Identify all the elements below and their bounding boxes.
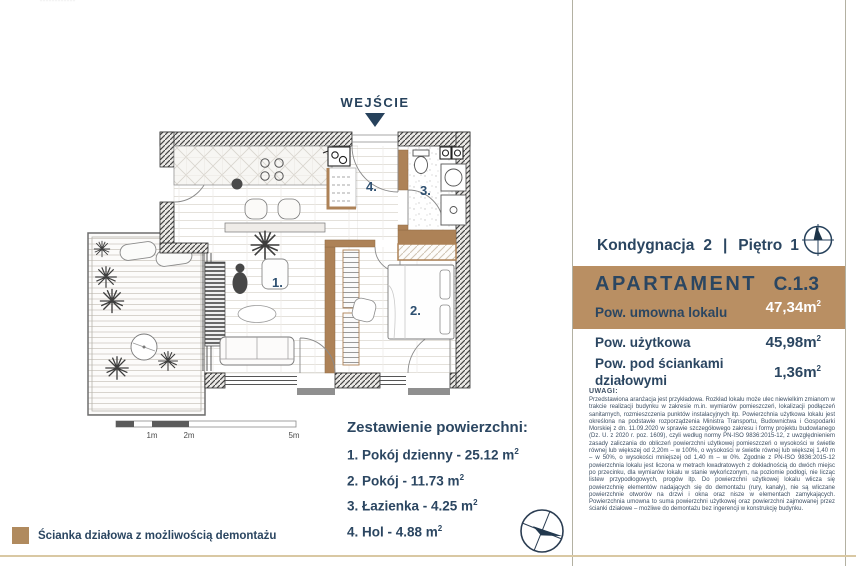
value-text: 47,34m [765, 299, 817, 316]
area-summary-heading: Zestawienie powierzchni: [347, 419, 528, 436]
partition-area-label: Pow. pod ściankami działowymi [595, 355, 724, 389]
washing-machine-icon [441, 164, 466, 191]
list-item-text: 1. Pokój dzienny - 25.12 m [347, 447, 515, 463]
usable-area-label: Pow. użytkowa [595, 335, 691, 350]
watermark-text-illegible: ············ [40, 0, 76, 4]
scale-label-1m: 1m [146, 431, 158, 440]
sup: 2 [514, 447, 519, 456]
contract-area-label: Pow. umowna lokalu [595, 305, 728, 320]
sup: 2 [437, 523, 443, 533]
usable-area-row [595, 334, 821, 352]
kitchen-counter [174, 146, 332, 185]
apartment-title: APARTAMENT [595, 273, 758, 295]
shower-icon [441, 195, 466, 225]
toilet-icon [413, 150, 429, 174]
room-number-bedroom: 2. [410, 303, 421, 318]
info-panel [572, 0, 846, 566]
sofa [220, 337, 294, 365]
hall-floor [358, 146, 398, 240]
contract-area-value [766, 299, 821, 316]
apartment-code: C.1.3 [773, 274, 819, 295]
kondygnacja-value: 2 [703, 237, 712, 254]
value-text: 45,98m [765, 334, 817, 352]
sup: 2 [816, 363, 821, 373]
partition-area-value [774, 364, 821, 381]
compass-icon [799, 222, 837, 260]
sup: 2 [816, 299, 821, 308]
pietro-label: Piętro [738, 237, 783, 254]
legend [12, 527, 276, 544]
balcony-table [131, 334, 157, 360]
hall-closet [328, 168, 356, 208]
bed [388, 265, 454, 339]
coffee-table [238, 306, 276, 323]
sup: 2 [473, 498, 478, 507]
wardrobe [398, 244, 456, 260]
kettle-icon [232, 179, 243, 190]
scale-bar [116, 421, 300, 440]
floor-info-row [597, 228, 801, 264]
laundry-icons [440, 147, 463, 159]
separator: | [722, 237, 728, 254]
list-item-text: 4. Hol - 4.88 m [347, 524, 438, 539]
value-text: 1,36m [774, 363, 817, 381]
floor-plan [60, 85, 500, 445]
list-item [347, 518, 528, 544]
area-summary [347, 419, 528, 543]
entrance-arrow-icon [365, 113, 385, 127]
room-number-bath: 3. [420, 183, 431, 198]
sup: 2 [459, 472, 465, 482]
usable-area-value [766, 334, 821, 351]
notes-section [589, 388, 835, 514]
list-item [347, 467, 528, 493]
shelving-unit [205, 262, 225, 346]
room-number-living: 1. [272, 275, 283, 290]
legend-swatch-partition [12, 527, 29, 544]
areas-section [595, 334, 821, 390]
indoor-plant [251, 231, 280, 260]
threshold [408, 388, 450, 395]
partition-area-row [595, 355, 821, 390]
list-item [347, 492, 528, 518]
shelf-column [343, 313, 359, 365]
bottom-divider [0, 555, 856, 557]
list-item [347, 441, 528, 467]
pietro-value: 1 [790, 237, 799, 254]
room-number-hall: 4. [366, 179, 377, 194]
threshold [297, 388, 335, 395]
notes-heading: UWAGI: [589, 388, 619, 395]
notes-body: Przedstawiona aranżacja jest przykładowa. Rozkład lokalu może ulec niewielkim zmianom w trakcie realizacji budynku w zakresie m.in. wymiarów pomieszczeń, lokalizacji podłączeń sanitarnych, rozmieszczenia punktów instalacyjnych itp. Powierzchnia użytkowa lokalu jest określona na podstawie rozporządzenia Ministra Transportu, Budownictwa i Gospodarki Morskiej z dn. 11.09.2020 w sprawie szczegółowego zakresu i formy projektu budowlanego (Dz. U. z 2020 r. poz. 1609), czyli według normy PN-ISO 9836:2015-12, z uwzględnieniem zasady zaliczania do obliczeń powierzchni użytkowej pomieszczeń o wysokości w świetle równej lub większej od 2,20m – w 100%, o wysokości w świetle równej lub większej 1,40 m – w 50%, o wysokości mniejszej od 1,40 m – w 0%. Zgodnie z PN-ISO 9836:2015-12 powierzchnia lokalu jest liczona w metrach kwadratowych z dokładnością do dwóch miejsc po przecinku, dla wymiarów lokalu w stanie wykończonym, na poziomie podłogi, nie licząc listew przypodłogowych, progów itp. Do powierzchni użytkowej lokalu wlicza się powierzchnię elementów nadających się do demontażu (rury, kanały), nie są wliczane powierzchnie otworów na drzwi i okna oraz nisze w elementach zamykających. Powierzchnia umowna to suma powierzchni użytkowej oraz powierzchni zajmowanej przez ścianki działowe – możliwe do demontażu bez ingerencji w konstrukcję budynku. [589, 397, 835, 513]
scale-label-2m: 2m [183, 431, 195, 440]
list-item-text: 2. Pokój - 11.73 m [347, 473, 460, 488]
legend-label: Ścianka działowa z możliwością demontażu [38, 529, 277, 542]
entrance-label: WEJŚCIE [340, 95, 410, 110]
sup: 2 [816, 334, 821, 344]
apartment-banner [573, 266, 845, 329]
kondygnacja-label: Kondygnacja [597, 237, 695, 254]
scale-label-5m: 5m [288, 431, 300, 440]
list-item-text: 3. Łazienka - 4.25 m [347, 498, 474, 514]
balcony [88, 233, 205, 415]
